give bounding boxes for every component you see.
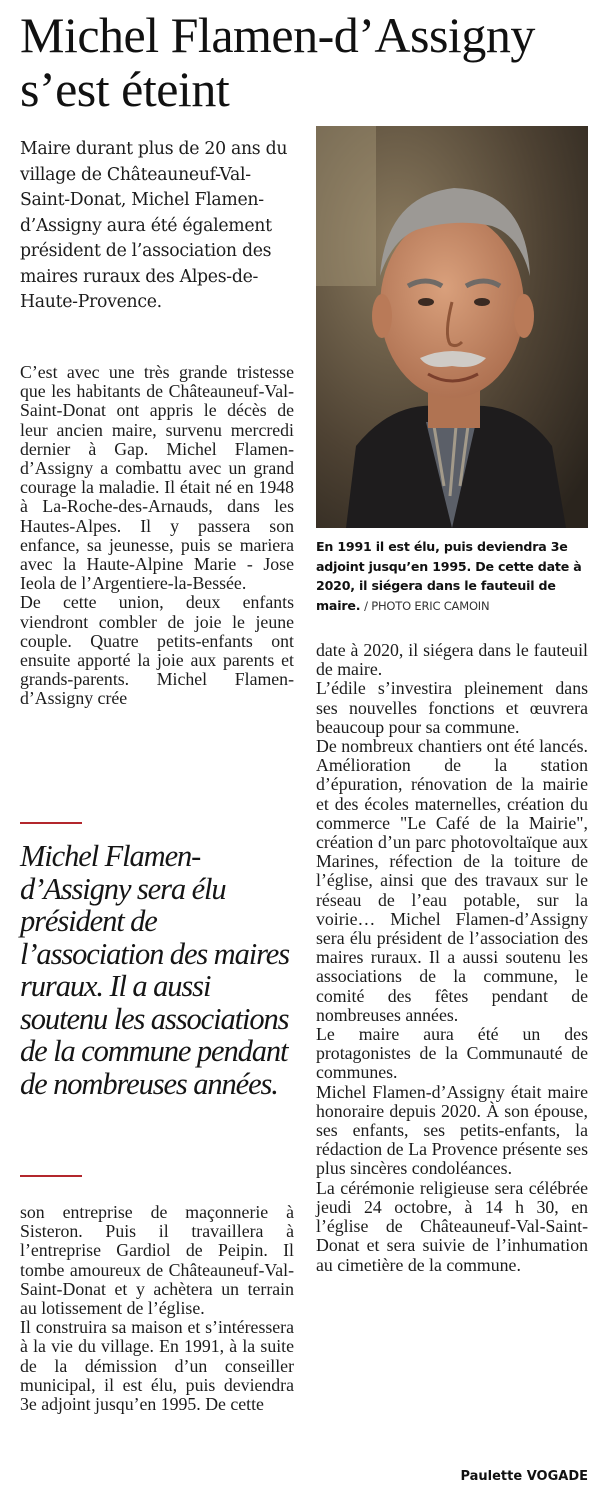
article-intro: Maire durant plus de 20 ans du village de Châteauneuf-Val-Saint-Donat, Michel Flamen-d’Assigny aura été également président de l’association des maires ruraux des Alpes-de-Haute-Provence. bbox=[20, 139, 288, 312]
quote-rule-top bbox=[20, 822, 82, 824]
paragraph: L’édile s’investira pleinement dans ses nouvelles fonctions et œuvrera beaucoup pour sa commune. bbox=[316, 678, 588, 737]
title-line-2: s’est éteint bbox=[20, 61, 230, 117]
paragraph: De cette union, deux enfants viendront combler de joie le jeune couple. Quatre petits-enfants ont ensuite apporté la joie aux parents et grands-parents. Michel Flamen-d’Assigny crée bbox=[20, 592, 294, 709]
body-column-2 bbox=[316, 641, 588, 1275]
body-column-1a bbox=[20, 363, 294, 709]
quote-rule-bottom bbox=[20, 1175, 82, 1177]
title-line-1: Michel Flamen-d’Assigny bbox=[20, 7, 535, 63]
paragraph: C’est avec une très grande tristesse que les habitants de Châteauneuf-Val-Saint-Donat ont appris le décès de leur ancien maire, survenu mercredi dernier à Gap. Michel Flamen-d’Assigny a combattu avec un grand courage la maladie. Il était né en 1948 à La-Roche-des-Arnauds, dans les Hautes-Alpes. Il y passera son enfance, sa jeunesse, puis se mariera avec la Haute-Alpine Marie - Jose Ieola de l’Argentiere-la-Bessée. bbox=[20, 362, 294, 594]
author-signature: Paulette VOGADE bbox=[460, 1469, 588, 1484]
article-title bbox=[20, 8, 590, 116]
paragraph: De nombreux chantiers ont été lancés. Amélioration de la station d’épuration, rénovation de la mairie et des écoles maternelles, création du commerce "Le Café de la Mairie", création d’un parc photovoltaïque aux Marines, réfection de la toiture de l’église, ainsi que des travaux sur le réseau de l’eau potable, sur la voirie… Michel Flamen-d’Assigny sera élu président de l’association des maires ruraux. Il a aussi soutenu les associations de la commune, le comité des fêtes pendant de nombreuses années. bbox=[316, 736, 588, 1025]
paragraph: date à 2020, il siégera dans le fauteuil de maire. bbox=[316, 640, 588, 680]
photo-credit: / PHOTO ERIC CAMOIN bbox=[364, 598, 490, 613]
paragraph: Michel Flamen-d’Assigny était maire honoraire depuis 2020. À son épouse, ses enfants, ses petits-enfants, la rédaction de La Provence présente ses plus sincères condoléances. bbox=[316, 1081, 588, 1179]
portrait-photo bbox=[316, 126, 588, 528]
paragraph: son entreprise de maçonnerie à Sisteron. Puis il travaillera à l’entreprise Gardiol de Peipin. Il tombe amoureux de Châteauneuf-Val-Saint-Donat et y achètera un terrain au lotissement de l’église. bbox=[20, 1202, 294, 1319]
paragraph: La cérémonie religieuse sera célébrée jeudi 24 octobre, à 14 h 30, en l’église de Châteauneuf-Val-Saint-Donat et sera suivie de l’inhumation au cimetière de la commune. bbox=[316, 1177, 588, 1275]
pull-quote: Michel Flamen-d’Assigny sera élu président de l’association des maires ruraux. Il a aussi soutenu les associations de la commune pendant de nombreuses années. bbox=[20, 839, 289, 1101]
portrait-illustration bbox=[316, 126, 588, 528]
caption-text: En 1991 il est élu, puis deviendra 3e adjoint jusqu’en 1995. De cette date à 2020, il siégera dans le fauteuil de maire. bbox=[316, 539, 582, 613]
paragraph: Il construira sa maison et s’intéressera à la vie du village. En 1991, à la suite de la démission d’un conseiller municipal, il est élu, puis deviendra 3e adjoint jusqu’en 1995. De cette bbox=[20, 1317, 294, 1415]
body-column-1b bbox=[20, 1203, 294, 1414]
photo-caption bbox=[316, 537, 591, 616]
paragraph: Le maire aura été un des protagonistes de la Communauté de communes. bbox=[316, 1024, 588, 1083]
